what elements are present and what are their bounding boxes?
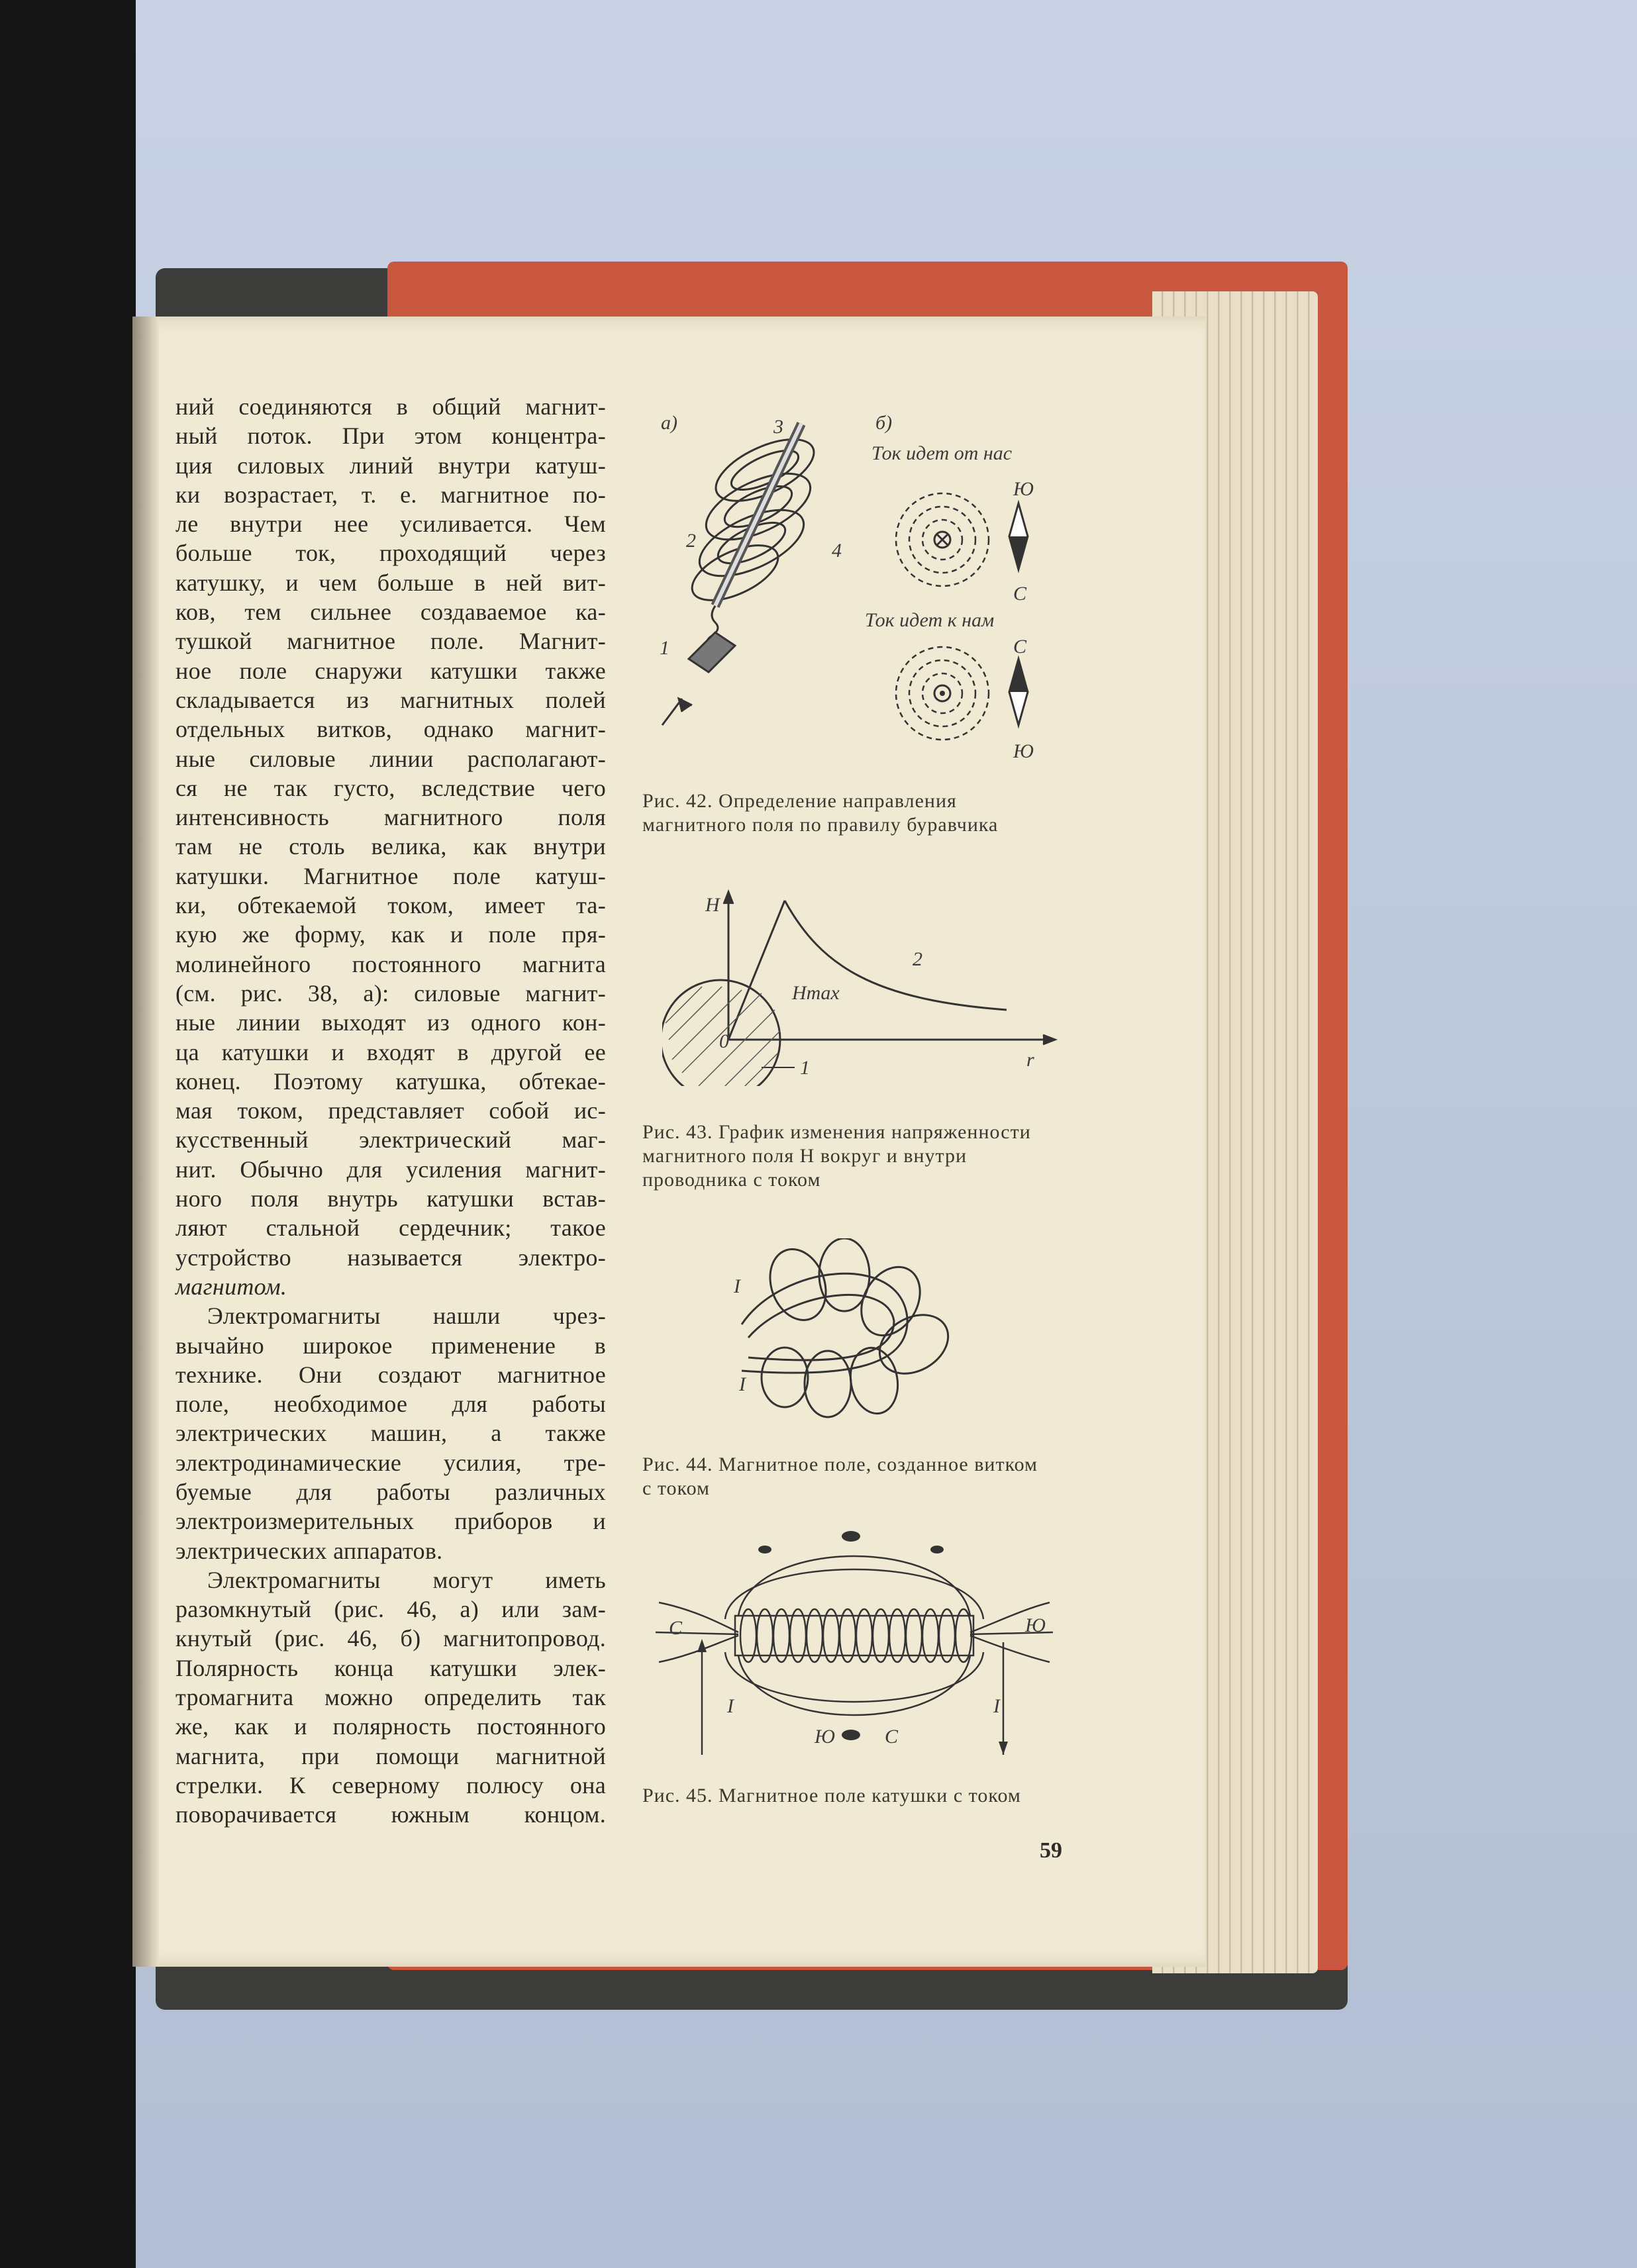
fig42-pole-yu-2: Ю: [1013, 740, 1034, 762]
text-line: же, как и полярность постоянного: [175, 1713, 606, 1740]
text-line: ки, обтекаемой током, имеет та-: [175, 892, 606, 919]
text-line: ков, тем сильнее создаваемое ка-: [175, 599, 606, 626]
fig43-hmax-label: Hmax: [792, 982, 840, 1004]
text-line: (см. рис. 38, а): силовые магнит-: [175, 979, 606, 1007]
text-line: разомкнутый (рис. 46, а) или зам-: [175, 1596, 606, 1623]
text-line: поле, необходимое для работы: [175, 1391, 606, 1418]
text-line: конец. Поэтому катушка, обтекае-: [175, 1067, 606, 1095]
text-line: больше ток, проходящий через: [175, 540, 606, 567]
fig42-number-4: 4: [832, 540, 842, 562]
fig43-curve-label: 2: [913, 948, 922, 970]
text-line: ки возрастает, т. е. магнитное по-: [175, 481, 606, 508]
text-line: устройство называется электро-: [175, 1244, 606, 1271]
text-line: Электромагниты могут иметь: [207, 1566, 606, 1593]
text-line: электрических аппаратов.: [175, 1537, 443, 1564]
fig42-current-toward: Ток идет к нам: [865, 609, 995, 631]
text-line: ле внутри нее усиливается. Чем: [175, 511, 606, 538]
fig42-label-b: б): [875, 412, 893, 434]
fig44-current-top: I: [734, 1275, 740, 1297]
fig45-current-right: I: [993, 1695, 1000, 1717]
fig44-current-bottom: I: [739, 1373, 746, 1395]
fig42-pole-yu-1: Ю: [1013, 478, 1034, 500]
text-line: электрических машин, а также: [175, 1420, 606, 1447]
text-line: кнутый (рис. 46, б) магнитопровод.: [175, 1625, 606, 1652]
figure-43-graph: [662, 887, 1060, 1086]
text-line: ся не так густо, вследствие чего: [175, 774, 606, 801]
fig42-pole-s-2: С: [1013, 636, 1027, 658]
text-line: кусственный электрический маг-: [175, 1126, 606, 1154]
text-line: ное поле снаружи катушки также: [175, 657, 606, 684]
figure-44-drawing: [728, 1238, 967, 1424]
body-text-column: [175, 392, 606, 1830]
text-line: там не столь велика, как внутри: [175, 833, 606, 860]
text-line: катушки. Магнитное поле катуш-: [175, 862, 606, 889]
figure-42-caption: Рис. 42. Определение направления магнитного поля по правилу буравчика: [642, 790, 999, 836]
fig43-axis-r: r: [1026, 1049, 1034, 1071]
fig45-pole-bottom-right: С: [885, 1726, 899, 1748]
fig43-axis-h: H: [705, 894, 720, 916]
text-line: отдельных витков, однако магнит-: [175, 716, 606, 743]
text-line: интенсивность магнитного поля: [175, 804, 606, 831]
text-line: Электромагниты нашли чрез-: [207, 1303, 606, 1330]
text-line: технике. Они создают магнитное: [175, 1361, 606, 1388]
figure-44-caption: Рис. 44. Магнитное поле, созданное витком с током: [642, 1454, 1038, 1499]
fig43-conductor-label: 1: [800, 1057, 810, 1079]
text-line: тушкой магнитное поле. Магнит-: [175, 628, 606, 655]
fig42-label-a: а): [661, 412, 677, 434]
text-line: стрелки. К северному полюсу она: [175, 1771, 606, 1799]
text-line: нит. Обычно для усиления магнит-: [175, 1156, 606, 1183]
text-line: ные силовые линии располагают-: [175, 745, 606, 772]
fig42-pole-s-1: С: [1013, 583, 1027, 605]
text-line: магнитом.: [175, 1273, 287, 1300]
figure-45-caption: Рис. 45. Магнитное поле катушки с током: [642, 1785, 1021, 1806]
text-line: электроизмерительных приборов и: [175, 1508, 606, 1535]
text-line: тромагнита можно определить так: [175, 1684, 606, 1711]
text-line: буемые для работы различных: [175, 1478, 606, 1505]
fig42-number-2: 2: [686, 530, 696, 552]
fig45-pole-left: С: [669, 1617, 683, 1639]
scanner-black-margin: [0, 0, 136, 2268]
text-line: ний соединяются в общий магнит-: [175, 393, 606, 420]
fig42-number-1: 1: [660, 637, 670, 659]
text-line: ляют стальной сердечник; такое: [175, 1214, 606, 1242]
figure-43-caption: Рис. 43. График изменения напряженности магнитного поля H вокруг и внутри проводника с током: [642, 1121, 1031, 1191]
text-line: магнита, при помощи магнитной: [175, 1742, 606, 1769]
page-number: 59: [1040, 1838, 1062, 1863]
fig42-current-away: Ток идет от нас: [871, 442, 1013, 464]
text-line: молинейного постоянного магнита: [175, 950, 606, 977]
fig43-origin-label: 0: [719, 1030, 729, 1052]
text-line: кую же форму, как и поле пря-: [175, 921, 606, 948]
text-line: ные линии выходят из одного кон-: [175, 1009, 606, 1036]
text-line: катушку, и чем больше в ней вит-: [175, 569, 606, 596]
text-line: электродинамические усилия, тре-: [175, 1449, 606, 1476]
text-line: Полярность конца катушки элек-: [175, 1654, 606, 1681]
fig45-current-left: I: [727, 1695, 734, 1717]
text-line: ного поля внутрь катушки встав-: [175, 1185, 606, 1212]
text-line: вычайно широкое применение в: [175, 1332, 606, 1359]
text-line: ца катушки и входят в другой ее: [175, 1038, 606, 1065]
fig45-pole-right: Ю: [1025, 1614, 1046, 1636]
fig45-pole-bottom-left: Ю: [815, 1726, 835, 1748]
text-line: ный поток. При этом концентра-: [175, 422, 606, 450]
text-line: ция силовых линий внутри катуш-: [175, 452, 606, 479]
text-line: складывается из магнитных полей: [175, 686, 606, 713]
figure-45-drawing: [652, 1523, 1056, 1755]
page-spine-shadow: [132, 317, 159, 1967]
text-line: мая током, представляет собой ис-: [175, 1097, 606, 1124]
fig42-number-3: 3: [773, 416, 783, 438]
text-line: поворачивается южным концом.: [175, 1801, 606, 1828]
